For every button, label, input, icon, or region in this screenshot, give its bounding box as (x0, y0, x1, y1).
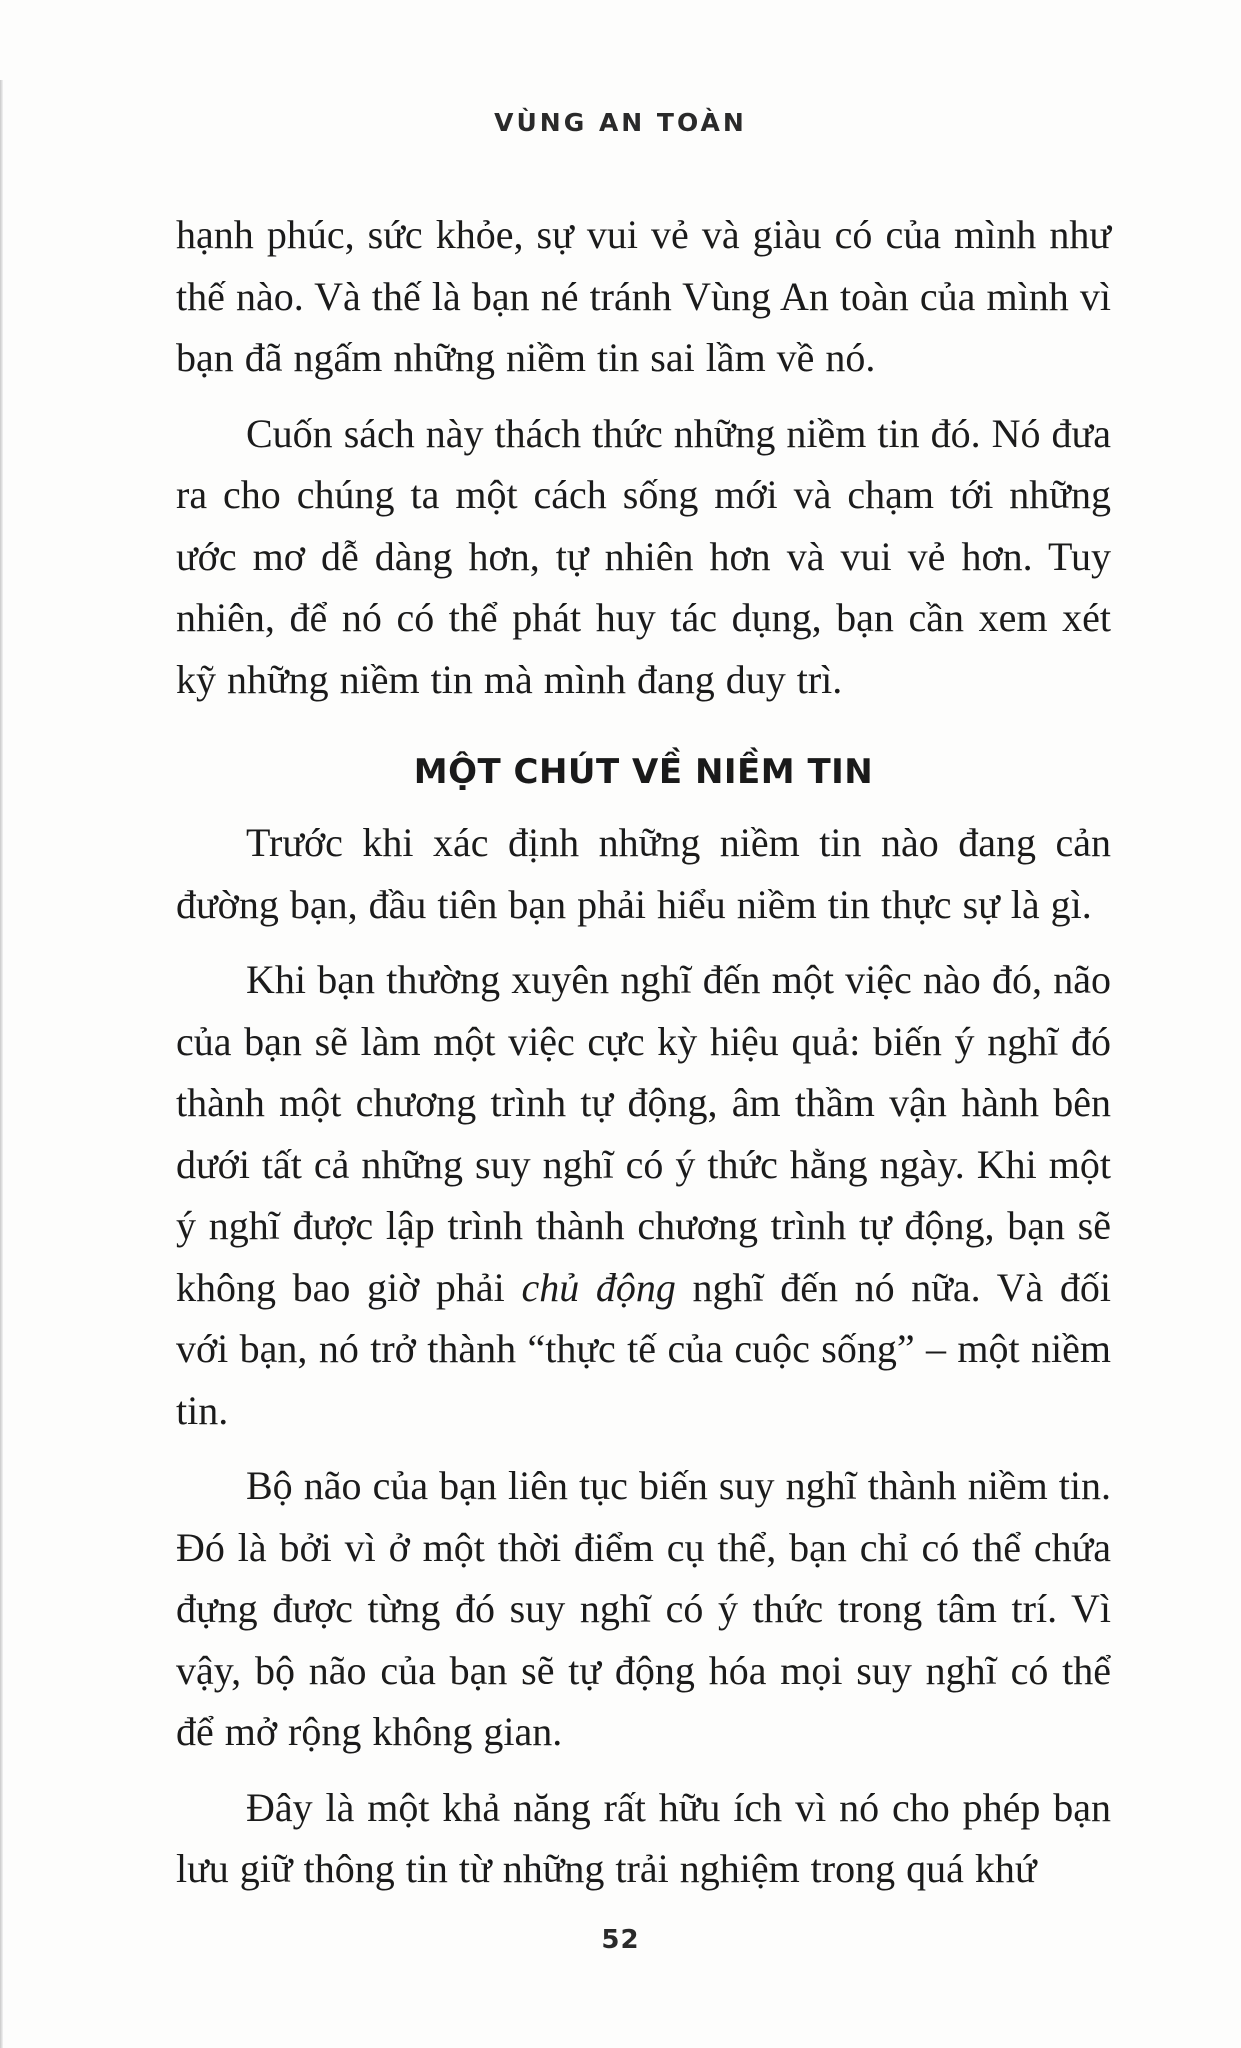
page-edge-shadow (0, 80, 3, 2048)
paragraph-book-challenge: Cuốn sách này thách thức những niềm tin đó. Nó đưa ra cho chúng ta một cách sống mới và chạm tới những ước mơ dễ dàng hơn, tự nhiên hơn và vui vẻ hơn. Tuy nhiên, để nó có thể phát huy tác dụng, bạn cần xem xét kỹ những niềm tin mà mình đang duy trì. (176, 410, 1111, 702)
page-number: 52 (601, 1925, 640, 1955)
running-head: VÙNG AN TOÀN (494, 108, 747, 137)
paragraph-text: nghĩ đến nó nữa. Và đối với bạn, nó trở thành “thực tế của cuộc sống” – một niềm tin. (176, 1264, 1111, 1433)
paragraph-auto-program (176, 949, 1111, 1441)
paragraph-text: Khi bạn thường xuyên nghĩ đến một việc nào đó, não của bạn sẽ làm một việc cực kỳ hiệu quả: biến ý nghĩ đó thành một chương trình tự động, âm thầm vận hành bên dưới tất cả những suy nghĩ có ý thức hằng ngày. Khi một ý nghĩ được lập trình thành chương trình tự động, bạn sẽ không bao giờ phải (176, 957, 1111, 1310)
section-heading: MỘT CHÚT VỀ NIỀM TIN (413, 752, 874, 792)
page-body (176, 204, 1111, 1914)
paragraph-brain: Bộ não của bạn liên tục biến suy nghĩ thành niềm tin. Đó là bởi vì ở một thời điểm cụ thể, bạn chỉ có thể chứa đựng được từng đó suy nghĩ có ý thức trong tâm trí. Vì vậy, bộ não của bạn sẽ tự động hóa mọi suy nghĩ có thể để mở rộng không gian. (176, 1463, 1111, 1754)
paragraph-last: Đây là một khả năng rất hữu ích vì nó cho phép bạn lưu giữ thông tin từ những trải nghiệm trong quá khứ (176, 1784, 1111, 1891)
paragraph-continued: hạnh phúc, sức khỏe, sự vui vẻ và giàu có của mình như thế nào. Và thế là bạn né tránh Vùng An toàn của mình vì bạn đã ngấm những niềm tin sai lầm về nó. (176, 212, 1111, 380)
paragraph-intro: Trước khi xác định những niềm tin nào đang cản đường bạn, đầu tiên bạn phải hiểu niềm tin thực sự là gì. (176, 820, 1111, 927)
emphasis-text: chủ động (521, 1264, 676, 1310)
